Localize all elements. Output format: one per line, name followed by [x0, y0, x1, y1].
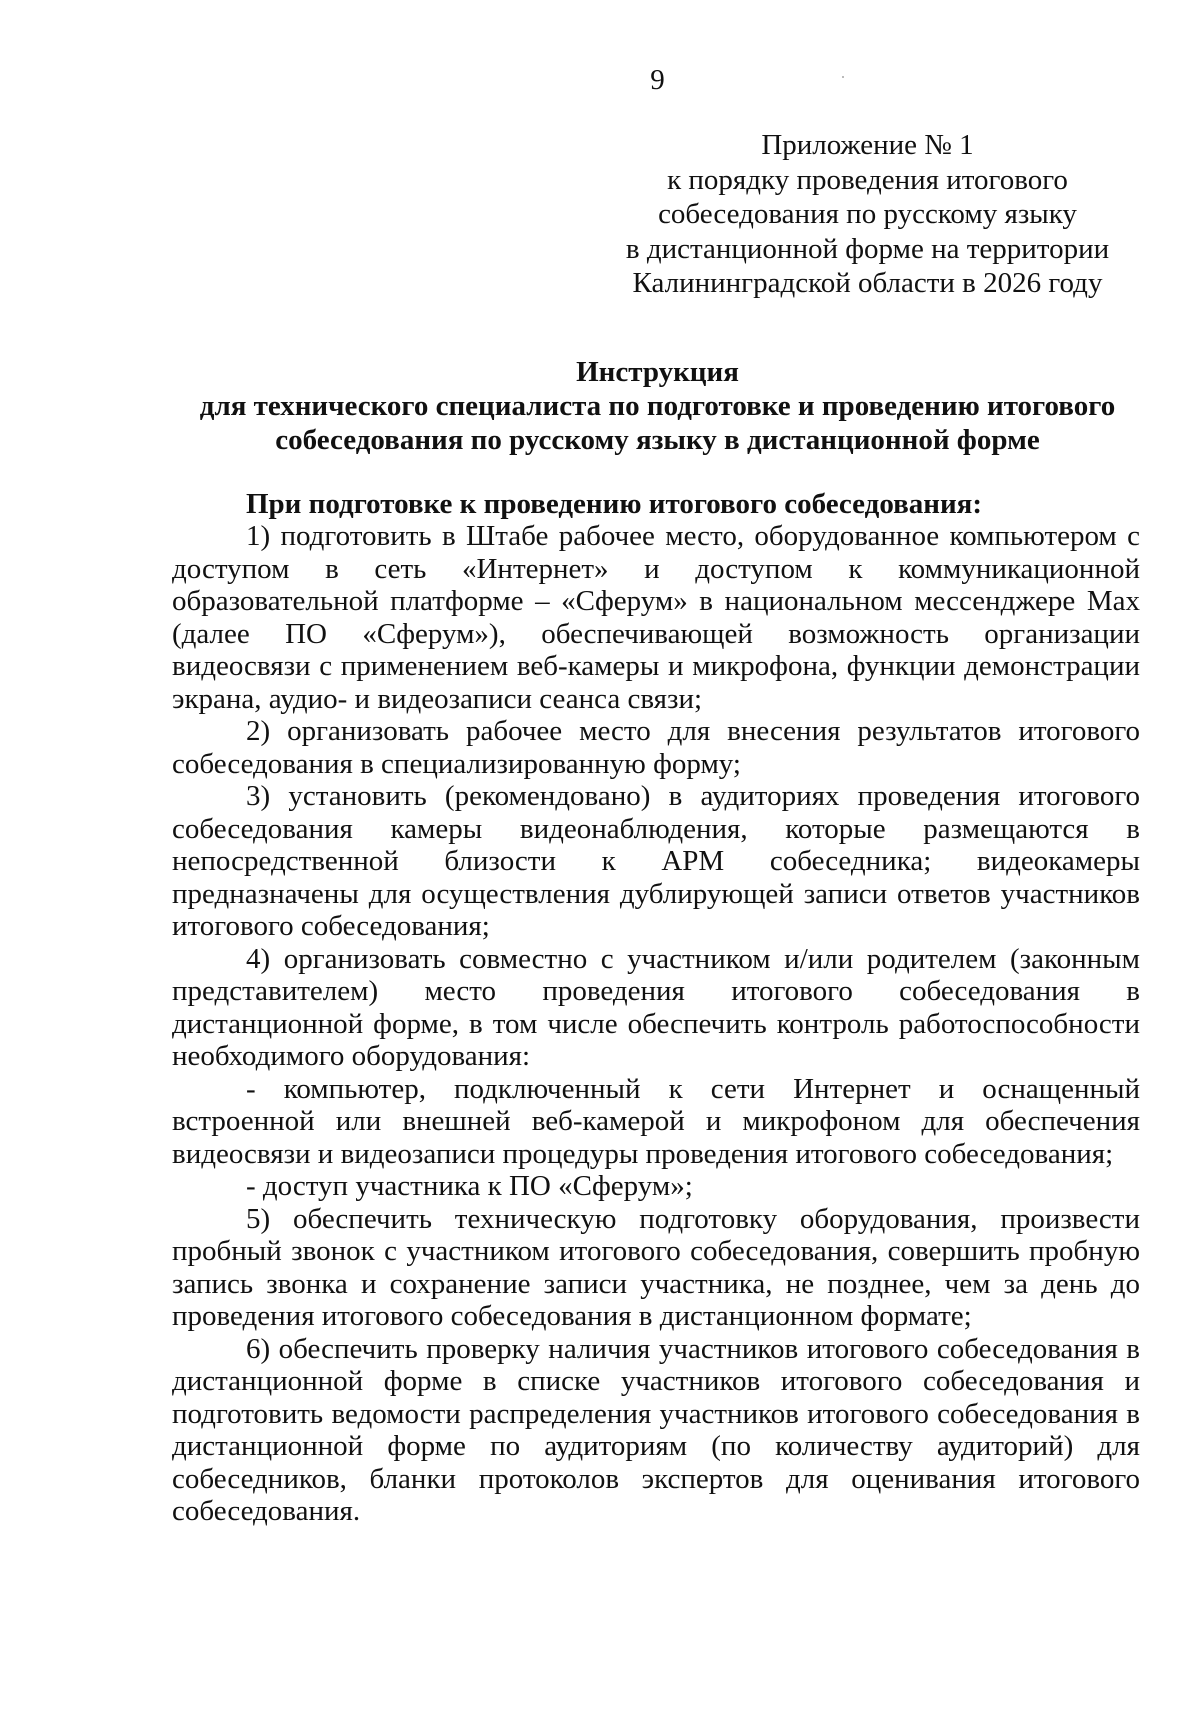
document-body	[172, 520, 1140, 1528]
list-item-4: 4) организовать совместно с участником и/или родителем (законным представителем) место проведения итогового собеседования в дистанционной форме, в том числе обеспечить контроль работоспособности необходимого оборудования:	[172, 942, 1140, 1072]
title-line: для технического специалиста по подготовке и проведению итогового	[199, 390, 1116, 422]
title-line: Инструкция	[576, 356, 739, 388]
document-title	[150, 355, 1165, 457]
scan-mark	[842, 76, 844, 78]
list-item-1: 1) подготовить в Штабе рабочее место, оборудованное компьютером с доступом в сеть «Интернет» и доступом к коммуникационной образовательной платформе – «Сферум» в национальном мессенджере Max (далее ПО «Сферум»), обеспечивающей возможность организации видеосвязи с применением веб-камеры и микрофона, функции демонстрации экрана, аудио- и видеозаписи сеанса связи;	[172, 520, 1140, 715]
appendix-line: Приложение № 1	[761, 129, 974, 161]
page-number: 9	[650, 64, 665, 96]
appendix-header	[560, 128, 1175, 301]
list-subitem: - компьютер, подключенный к сети Интернет и оснащенный встроенной или внешней веб-камерой и микрофоном для обеспечения видеосвязи и видеозаписи процедуры проведения итогового собеседования;	[172, 1072, 1140, 1170]
section-heading: При подготовке к проведению итогового собеседования:	[246, 488, 983, 520]
list-item-2: 2) организовать рабочее место для внесения результатов итогового собеседования в специализированную форму;	[172, 715, 1140, 780]
appendix-line: Калининградской области в 2026 году	[632, 267, 1103, 299]
title-line: собеседования по русскому языку в дистанционной форме	[275, 424, 1040, 456]
list-item-5: 5) обеспечить техническую подготовку оборудования, произвести пробный звонок с участником итогового собеседования, совершить пробную запись звонка и сохранение записи участника, не позднее, чем за день до проведения итогового собеседования в дистанционном формате;	[172, 1202, 1140, 1332]
appendix-line: к порядку проведения итогового	[667, 163, 1068, 196]
appendix-line: собеседования по русскому языку	[658, 198, 1077, 230]
list-subitem: - доступ участника к ПО «Сферум»;	[246, 1170, 693, 1202]
list-item-3: 3) установить (рекомендовано) в аудиториях проведения итогового собеседования камеры видеонаблюдения, которые размещаются в непосредственной близости к АРМ собеседника; видеокамеры предназначены для осуществления дублирующей записи ответов участников итогового собеседования;	[172, 780, 1140, 942]
list-item-6: 6) обеспечить проверку наличия участников итогового собеседования в дистанционной форме в списке участников итогового собеседования и подготовить ведомости распределения участников итогового собеседования в дистанционной форме по аудиториям (по количеству аудиторий) для собеседников, бланки протоколов экспертов для оценивания итогового собеседования.	[172, 1332, 1140, 1527]
appendix-line: в дистанционной форме на территории	[625, 232, 1110, 265]
